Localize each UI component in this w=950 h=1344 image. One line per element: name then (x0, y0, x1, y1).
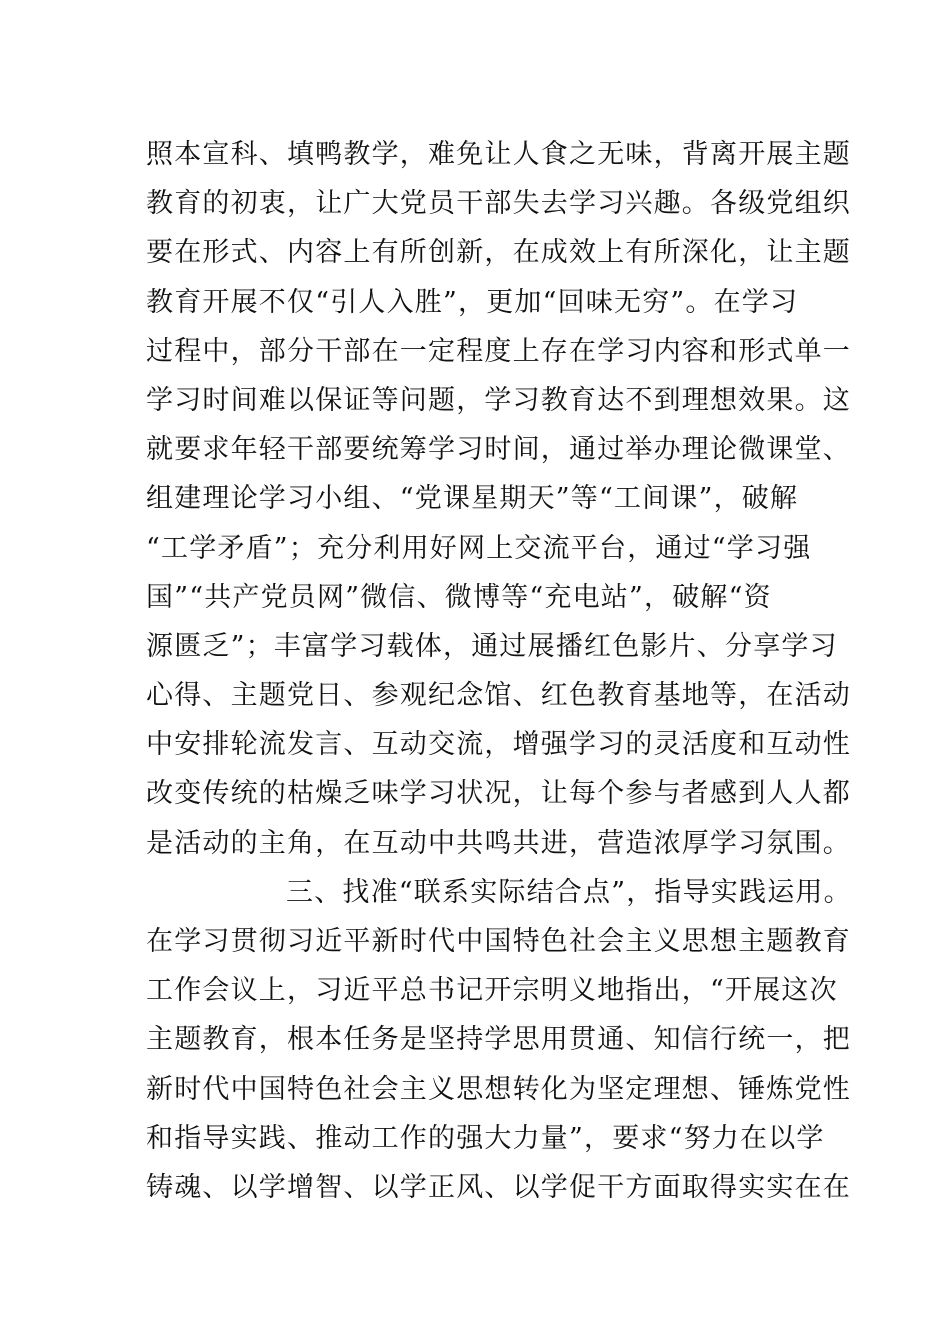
text-line: 主题教育，根本任务是坚持学思用贯通、知信行统一，把 (146, 1024, 851, 1056)
text-line: 照本宣科、填鸭教学，难免让人食之无味，背离开展主题 (146, 139, 851, 170)
text-line: 教育的初衷，让广大党员干部失去学习兴趣。各级党组织 (146, 188, 851, 220)
text-line: “工学矛盾”；充分利用好网上交流平台，通过“学习强 (146, 532, 812, 564)
document-body (146, 130, 852, 1212)
text-line: 教育开展不仅“引人入胜”，更加“回味无穷”。在学习 (146, 286, 799, 318)
text-line: 学习时间难以保证等问题，学习教育达不到理想效果。这 (146, 384, 851, 416)
text-line: 中安排轮流发言、互动交流，增强学习的灵活度和互动性 (146, 729, 851, 761)
text-line: 在学习贯彻习近平新时代中国特色社会主义思想主题教育 (146, 926, 851, 957)
text-line: 工作会议上，习近平总书记开宗明义地指出，“开展这次 (146, 975, 838, 1007)
text-line: 过程中，部分干部在一定程度上存在学习内容和形式单一 (146, 335, 851, 367)
text-line: 组建理论学习小组、“党课星期天”等“工间课”，破解 (146, 483, 799, 515)
text-line: 要在形式、内容上有所创新，在成效上有所深化，让主题 (146, 237, 851, 269)
text-line: 心得、主题党日、参观纪念馆、红色教育基地等，在活动 (146, 680, 851, 712)
text-line: 新时代中国特色社会主义思想转化为坚定理想、锤炼党性 (146, 1073, 851, 1105)
text-line: 就要求年轻干部要统筹学习时间，通过举办理论微课堂、 (146, 434, 851, 466)
text-line: 是活动的主角，在互动中共鸣共进，营造浓厚学习氛围。 (146, 827, 851, 859)
text-line: 和指导实践、推动工作的强大力量”，要求“努力在以学 (146, 1122, 825, 1154)
text-line: 改变传统的枯燥乏味学习状况，让每个参与者感到人人都 (146, 778, 851, 810)
text-line: 国”“共产党员网”微信、微博等“充电站”，破解“资 (146, 581, 772, 613)
text-line: 铸魂、以学增智、以学正风、以学促干方面取得实实在在 (146, 1171, 851, 1203)
text-line: 源匮乏”；丰富学习载体，通过展播红色影片、分享学习 (146, 630, 838, 662)
section-heading: 三、找准“联系实际结合点”，指导实践运用。 (286, 876, 852, 908)
